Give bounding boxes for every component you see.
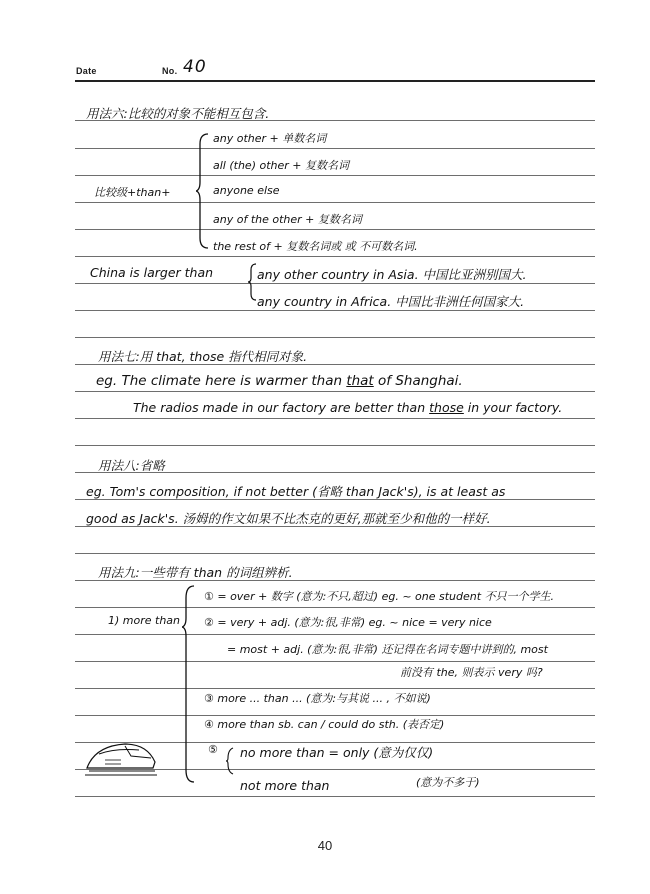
usage7-example-2 <box>133 400 562 415</box>
usage7-ex1-pre: eg. The climate here is warmer than <box>96 373 347 389</box>
train-sketch-icon <box>85 738 157 778</box>
usage6-option: all (the) other + 复数名词 <box>213 159 349 172</box>
usage7-ex2-post: in your factory. <box>463 400 563 415</box>
usage6-option: anyone else <box>213 184 280 197</box>
usage9-item: ④ more than sb. can / could do sth. (表否定) <box>204 718 445 731</box>
usage7-example-1 <box>96 373 463 389</box>
usage7-ex1-underlined: that <box>346 373 374 389</box>
usage8-line-1: eg. Tom's composition, if not better (省略 than Jack's), is at least as <box>86 484 506 499</box>
usage6-formula-left: 比较级+than+ <box>94 186 171 199</box>
ruled-line <box>75 202 595 203</box>
large-brace <box>182 584 196 784</box>
usage8-line-2: good as Jack's. 汤姆的作文如果不比杰克的更好,那就至少和他的一样好. <box>86 511 491 526</box>
ruled-line <box>75 634 595 635</box>
ruled-line <box>75 796 595 797</box>
usage9-item: ② = very + adj. (意为:很,非常) eg. ~ nice = very nice <box>204 616 492 629</box>
usage6-example: any other country in Asia. 中国比亚洲别国大. <box>257 267 527 282</box>
ruled-line <box>75 148 595 149</box>
ruled-line <box>75 391 595 392</box>
usage9-heading: 用法九:一些带有 than 的词组辨析. <box>98 565 293 580</box>
usage7-ex2-pre: The radios made in our factory are better than <box>133 400 430 415</box>
usage6-heading: 用法六:比较的对象不能相互包含. <box>86 106 270 121</box>
ruled-line <box>75 607 595 608</box>
ruled-line <box>75 283 595 284</box>
ruled-line <box>75 445 595 446</box>
usage9-item: (意为不多于) <box>416 776 480 789</box>
small-brace <box>226 746 234 776</box>
usage7-heading: 用法七:用 that, those 指代相同对象. <box>98 349 308 364</box>
ruled-line <box>75 553 595 554</box>
large-brace <box>196 132 210 250</box>
usage7-ex2-underlined: those <box>429 400 464 415</box>
usage6-option: any other + 单数名词 <box>213 132 327 145</box>
ruled-line <box>75 310 595 311</box>
ruled-line <box>75 256 595 257</box>
ruled-line <box>75 175 595 176</box>
usage6-example: any country in Africa. 中国比非洲任何国家大. <box>257 294 525 309</box>
usage6-option: the rest of + 复数名词或 或 不可数名词. <box>213 240 418 253</box>
usage9-item: not more than <box>240 778 330 793</box>
usage9-item: 前没有 the, 则表示 very 吗? <box>400 666 543 679</box>
usage8-heading: 用法八:省略 <box>98 458 165 473</box>
page-number: 40 <box>317 838 333 853</box>
ruled-line <box>75 661 595 662</box>
usage9-item: ① = over + 数字 (意为:不只,超过) eg. ~ one student 不只一个学生. <box>204 590 555 603</box>
usage9-item: no more than = only (意为仅仅) <box>240 745 434 760</box>
date-label: Date <box>76 66 97 76</box>
usage6-option: any of the other + 复数名词 <box>213 213 362 226</box>
usage9-item-marker: ⑤ <box>208 743 218 756</box>
ruled-line <box>75 688 595 689</box>
usage7-ex1-post: of Shanghai. <box>373 373 463 389</box>
ruled-line <box>75 337 595 338</box>
usage9-left-label: 1) more than <box>108 614 181 627</box>
usage9-item: = most + adj. (意为:很,非常) 还记得在名词专题中讲到的, most <box>227 643 548 656</box>
usage9-item: ③ more ... than ... (意为:与其说 ... , 不如说) <box>204 692 431 705</box>
ruled-line <box>75 418 595 419</box>
no-label: No. <box>162 66 178 76</box>
header-rule <box>75 80 595 82</box>
usage6-example-lead: China is larger than <box>90 265 214 280</box>
page-no-handwritten: 40 <box>183 57 207 77</box>
ruled-line <box>75 229 595 230</box>
